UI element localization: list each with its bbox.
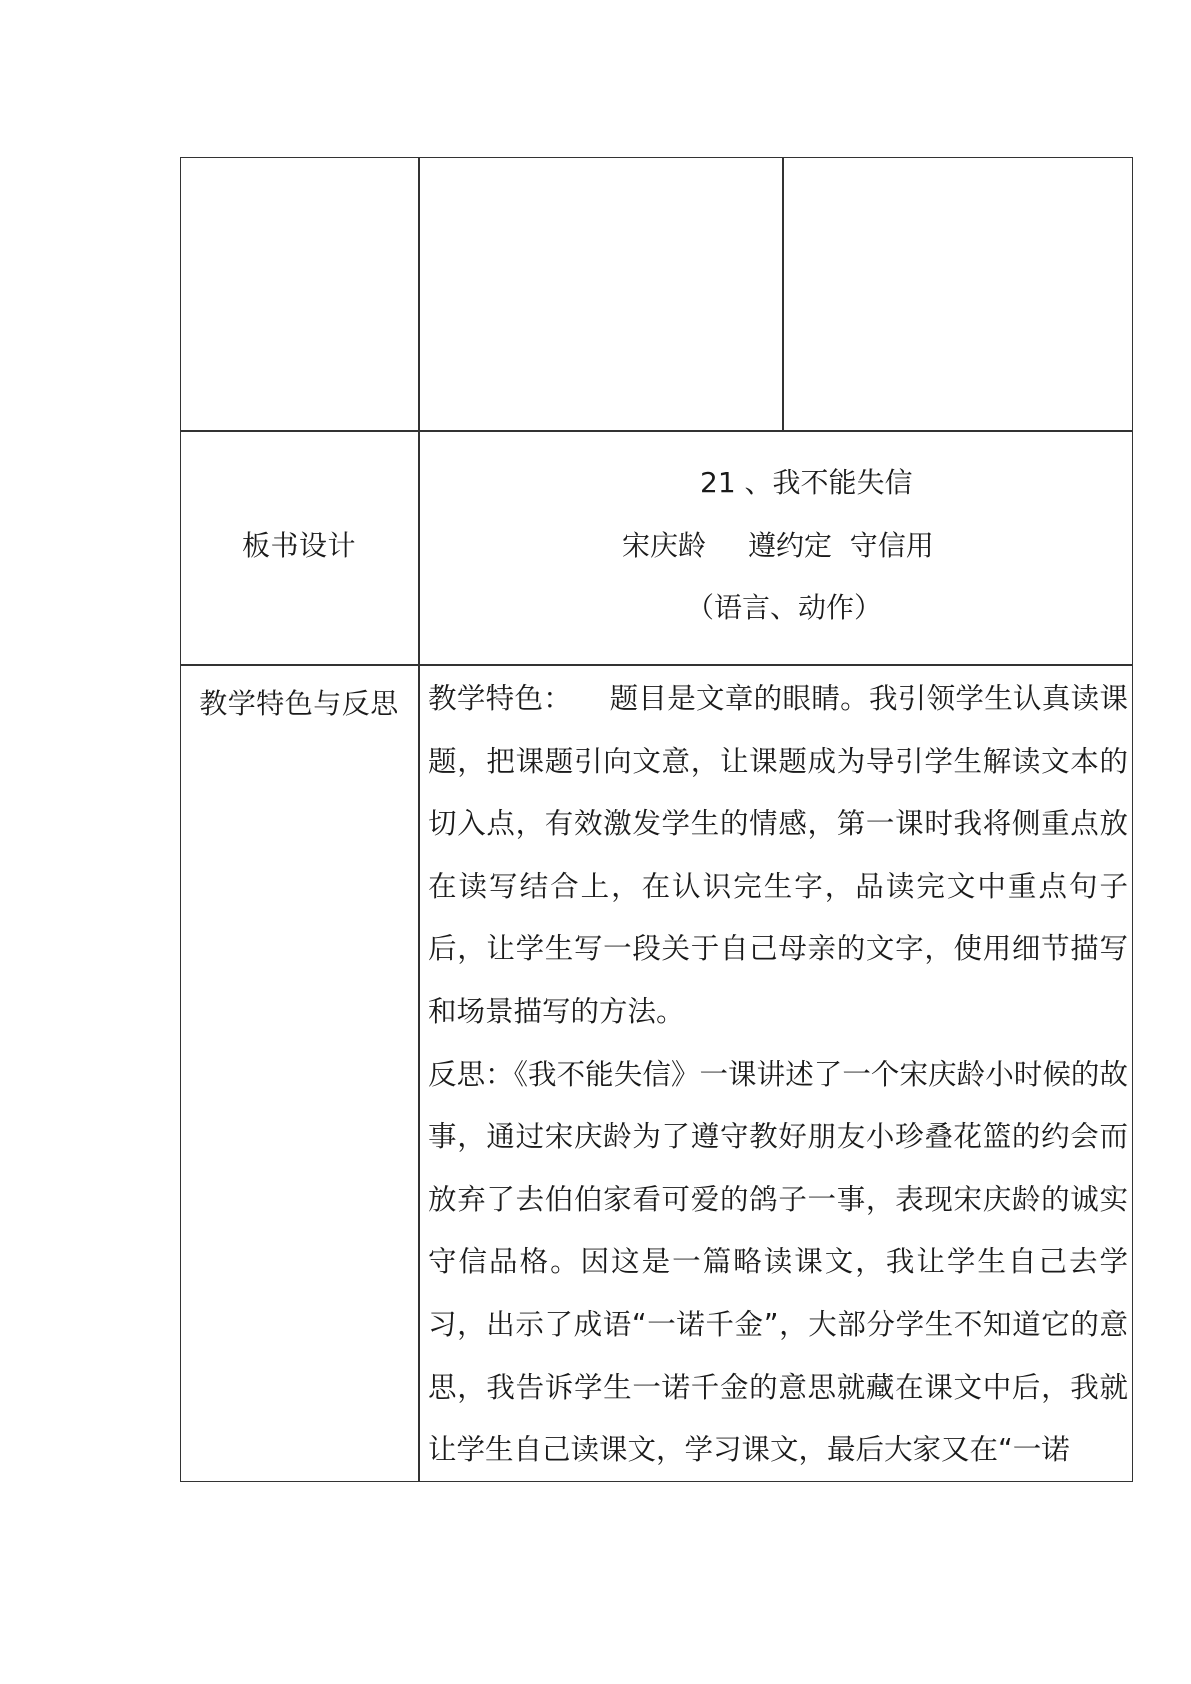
board-design-keywords: 遵约定 守信用 [748, 529, 934, 562]
board-design-note: （语言、动作） [686, 591, 883, 624]
table-cell-empty-2 [419, 157, 782, 431]
board-design-name: 宋庆龄 [622, 529, 707, 562]
table-cell-empty-1 [180, 157, 418, 431]
features-reflection-content [428, 668, 1128, 1482]
features-reflection-label: 教学特色与反思 [199, 687, 399, 720]
board-design-label: 板书设计 [241, 529, 356, 562]
board-design-title: 21 、我不能失信 [700, 466, 913, 499]
teaching-features-paragraph: 教学特色： 题目是文章的眼睛。我引领学生认真读课题，把课题引向文意，让课题成为导引学生解读文本的切入点，有效激发学生的情感，第一课时我将侧重点放在读写结合上，在认识完生字，品读完文中重点句子后，让学生写一段关于自己母亲的文字，使用细节描写和场景描写的方法。 [428, 682, 1128, 1028]
table-divider-row2 [180, 664, 1133, 666]
table-cell-empty-3 [783, 157, 1133, 431]
reflection-paragraph: 反思：《我不能失信》一课讲述了一个宋庆龄小时候的故事，通过宋庆龄为了遵守教好朋友小珍叠花篮的约会而放弃了去伯伯家看可爱的鸽子一事，表现宋庆龄的诚实守信品格。因这是一篇略读课文，我让学生自己去学习，出示了成语“一诺千金”，大部分学生不知道它的意思，我告诉学生一诺千金的意思就藏在课文中后，我就让学生自己读课文，学习课文，最后大家又在“一诺 [428, 1057, 1128, 1467]
